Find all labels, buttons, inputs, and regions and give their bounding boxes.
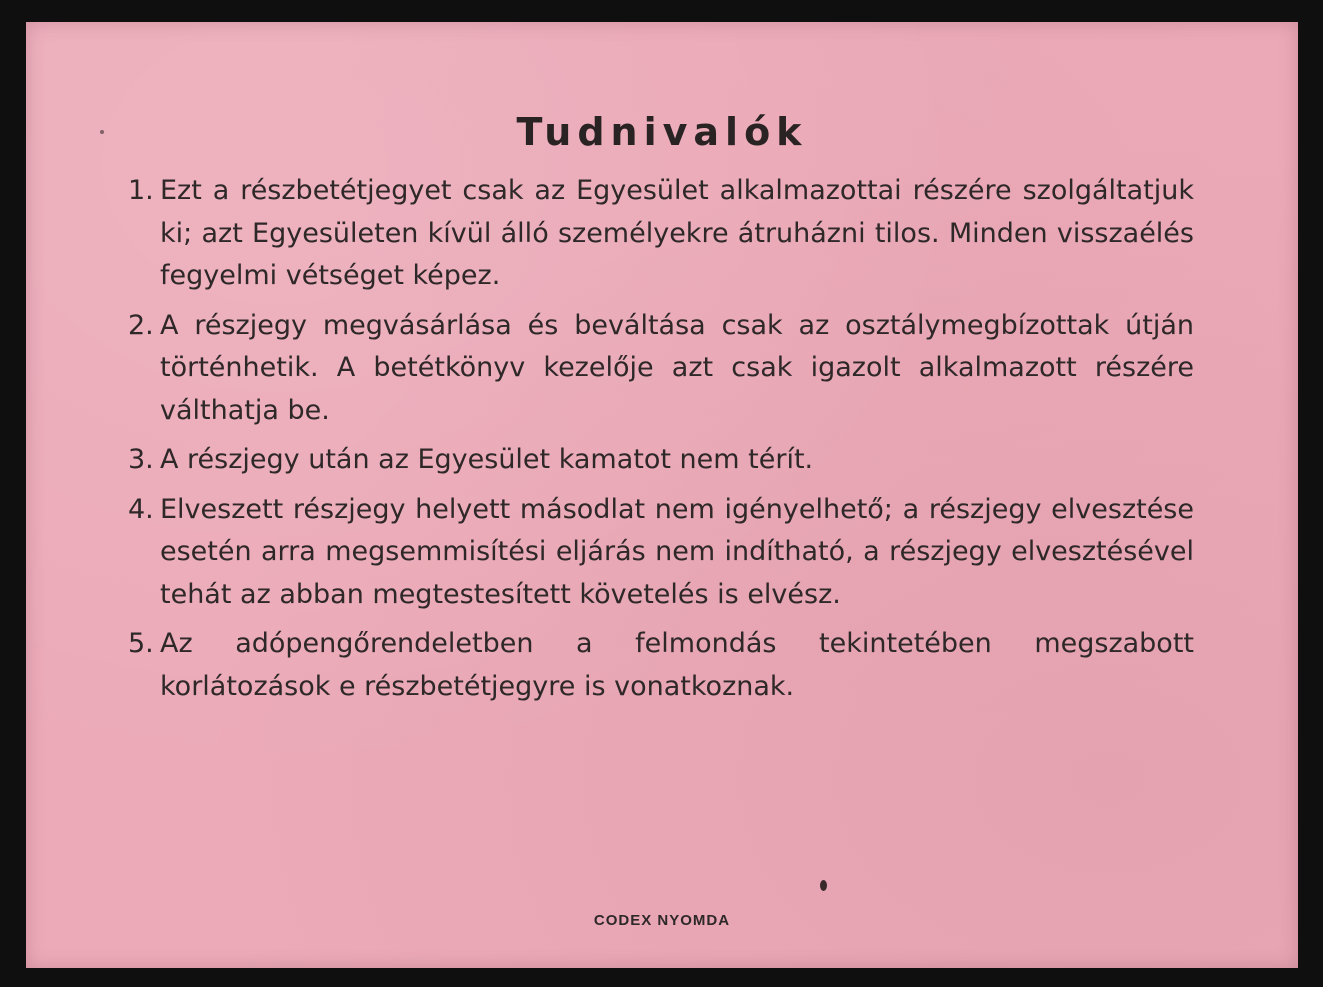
list-item <box>128 305 1194 433</box>
item-number: 3. <box>128 444 154 475</box>
printer-imprint: CODEX NYOMDA <box>593 912 731 929</box>
ink-spot <box>100 130 104 134</box>
item-number: 2. <box>128 309 154 341</box>
ink-spot <box>820 880 827 891</box>
item-text: Elveszett részjegy helyett másodlat nem igényelhető; a részjegy elvesztése esetén arra megsemmisítési eljárás nem indítható, a részjegy elvesztésével tehát az abban megtestesített követelés is elvész. <box>160 493 1194 610</box>
list-item <box>128 489 1194 617</box>
rules-list <box>128 170 1194 715</box>
document-card <box>26 22 1298 968</box>
item-text: Az adópengőrendeletben a felmondás tekintetében megszabott korlátozások e részbetétjegyre is vonatkoznak. <box>160 628 1194 702</box>
item-number: 4. <box>128 493 154 525</box>
item-text: A részjegy megvásárlása és beváltása csak az osztálymegbízottak útján történhetik. A betétkönyv kezelője azt csak igazolt alkalmazott részére válthatja be. <box>160 309 1194 426</box>
document-title: Tudnivalók <box>516 110 808 154</box>
item-number: 1. <box>128 175 154 206</box>
list-item <box>128 623 1194 708</box>
item-number: 5. <box>128 628 154 659</box>
item-text: Ezt a részbetétjegyet csak az Egyesület alkalmazottai részére szolgáltatjuk ki; azt Egyesületen kívül álló személyekre átruházni tilos. Minden visszaélés fegyelmi vétséget képez. <box>160 175 1194 291</box>
list-item <box>128 170 1194 298</box>
item-text: A részjegy után az Egyesület kamatot nem térít. <box>160 444 814 475</box>
list-item <box>128 439 1194 482</box>
